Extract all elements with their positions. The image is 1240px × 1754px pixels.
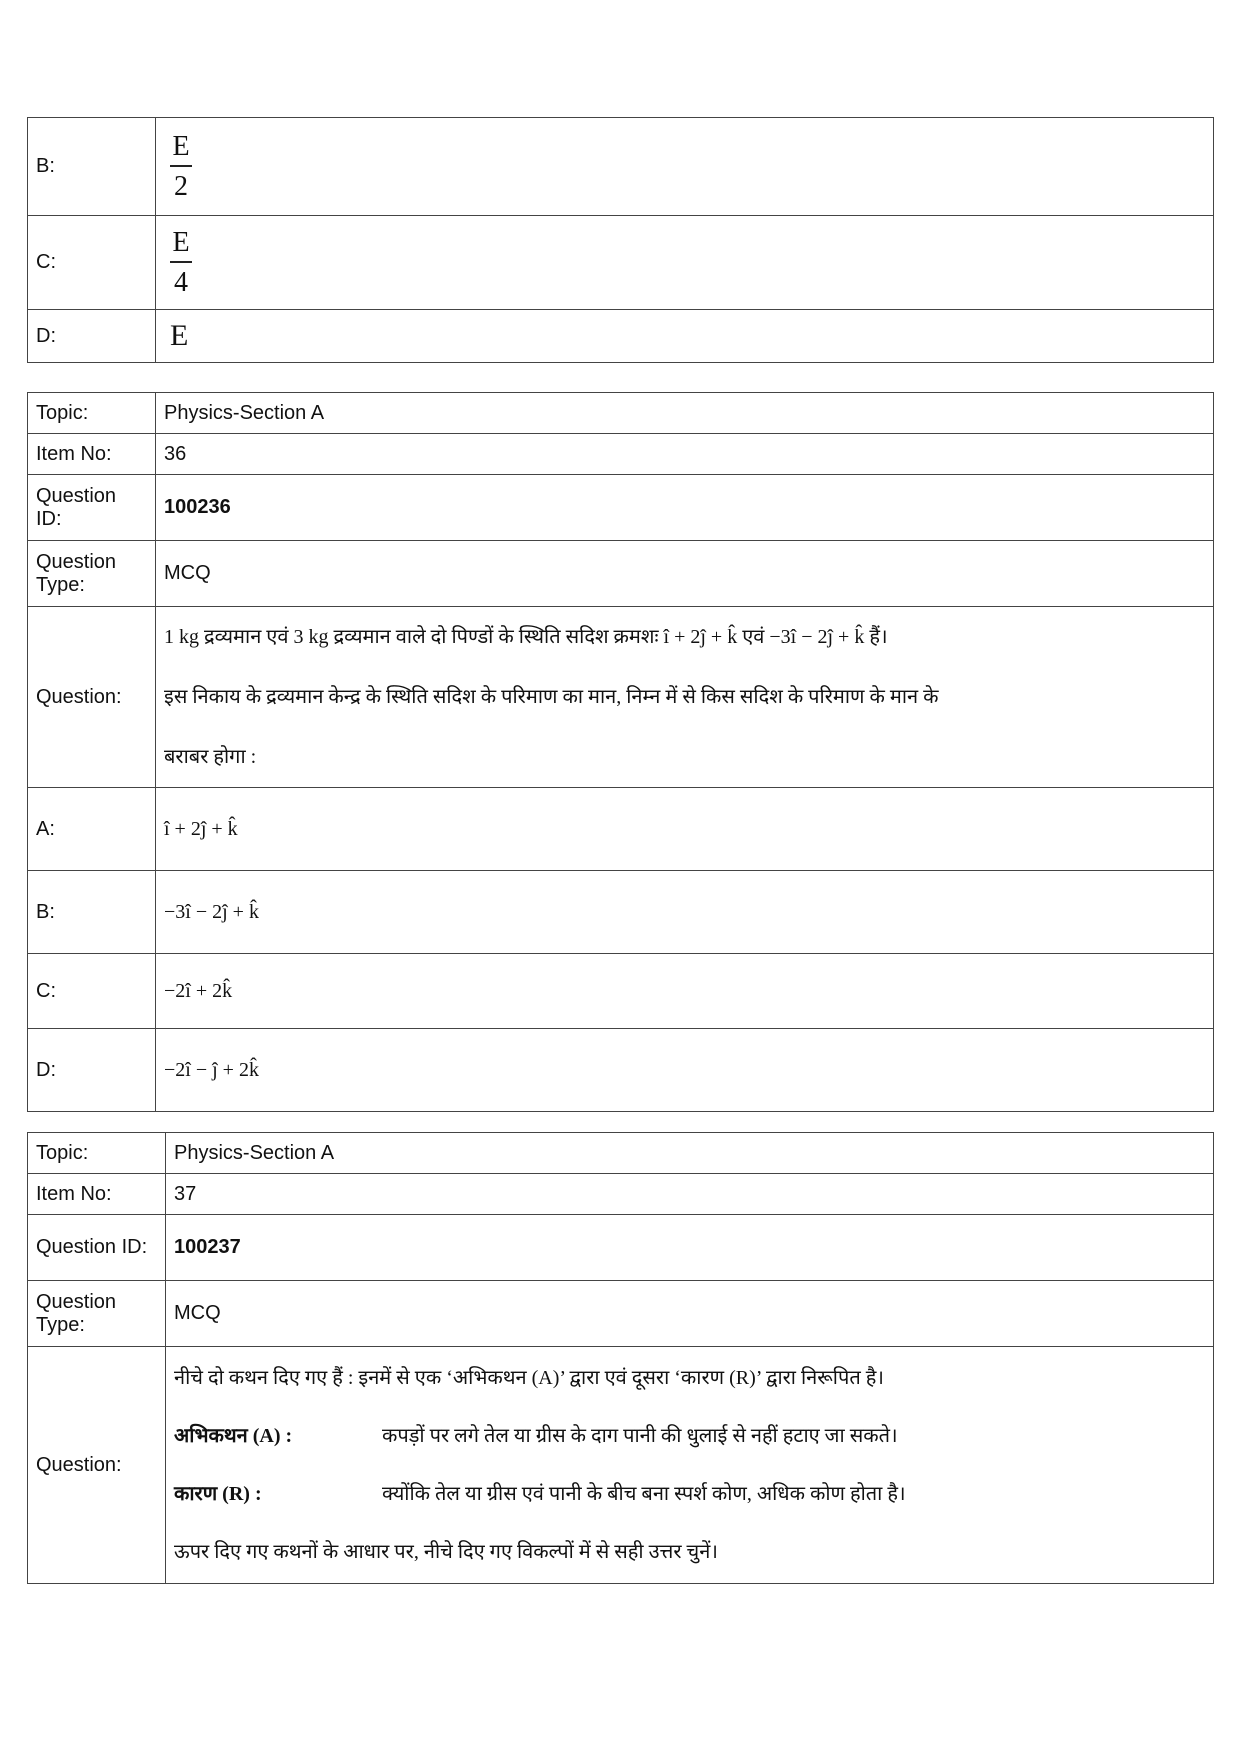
question-id-value — [166, 1215, 1214, 1281]
question-id-value — [156, 475, 1214, 541]
assertion-line — [174, 1407, 1205, 1465]
denominator: 2 — [174, 170, 188, 202]
option-row-d — [28, 310, 1214, 363]
question-type-row — [28, 1281, 1214, 1347]
assertion-key: अभिकथन (A) : — [174, 1425, 293, 1447]
question-id: 100237 — [174, 1236, 241, 1258]
question-id-label: Question ID: — [28, 1215, 166, 1281]
fraction-bar — [170, 261, 192, 263]
option-value — [156, 216, 1214, 310]
question-row — [28, 607, 1214, 788]
assertion-text: कपड़ों पर लगे तेल या ग्रीस के दाग पानी की धुलाई से नहीं हटाए जा सकते। — [382, 1425, 898, 1447]
item-row — [28, 434, 1214, 475]
option-label: B: — [28, 871, 156, 954]
option-row-b — [28, 871, 1214, 954]
question-closing: ऊपर दिए गए कथनों के आधार पर, नीचे दिए गए विकल्पों में से सही उत्तर चुनें। — [174, 1541, 718, 1563]
option-row-c — [28, 954, 1214, 1029]
question-line: 1 kg द्रव्यमान एवं 3 kg द्रव्यमान वाले दो पिण्डों के स्थिति सदिश क्रमशः î + 2ĵ + k̂ एवं −3î − 2ĵ + k̂ हैं। — [164, 626, 888, 648]
item-value: 37 — [166, 1174, 1214, 1215]
question-label: Question: — [28, 1347, 166, 1584]
question-37-table — [27, 1132, 1214, 1584]
option-value: î + 2ĵ + k̂ — [156, 788, 1214, 871]
option-label: A: — [28, 788, 156, 871]
reason-key: कारण (R) : — [174, 1483, 262, 1505]
option-value — [156, 118, 1214, 216]
option-value — [156, 310, 1214, 363]
numerator: E — [172, 226, 190, 258]
question-type-value: MCQ — [166, 1281, 1214, 1347]
fraction — [170, 130, 192, 202]
reason-line — [174, 1465, 1205, 1523]
question-id: 100236 — [164, 496, 231, 518]
fraction-bar — [170, 165, 192, 167]
question-type-row — [28, 541, 1214, 607]
topic-row — [28, 393, 1214, 434]
item-label: Item No: — [28, 1174, 166, 1215]
question-type-value: MCQ — [156, 541, 1214, 607]
question-row — [28, 1347, 1214, 1584]
item-row — [28, 1174, 1214, 1215]
topic-label: Topic: — [28, 1133, 166, 1174]
question-text — [166, 1347, 1214, 1584]
question-label: Question: — [28, 607, 156, 788]
question-36-table — [27, 392, 1214, 1112]
item-value: 36 — [156, 434, 1214, 475]
question-type-label: Question Type: — [28, 1281, 166, 1347]
option-math: E — [170, 319, 189, 352]
option-row-a — [28, 788, 1214, 871]
question-text — [156, 607, 1214, 788]
fraction — [170, 226, 192, 298]
option-row-b — [28, 118, 1214, 216]
option-label: C: — [28, 216, 156, 310]
numerator: E — [172, 130, 190, 162]
option-row-d — [28, 1029, 1214, 1112]
option-row-c — [28, 216, 1214, 310]
option-value: −2î − ĵ + 2k̂ — [156, 1029, 1214, 1112]
denominator: 4 — [174, 266, 188, 298]
question-id-row — [28, 1215, 1214, 1281]
option-value: −2î + 2k̂ — [156, 954, 1214, 1029]
option-label: C: — [28, 954, 156, 1029]
topic-row — [28, 1133, 1214, 1174]
question-35-options-table — [27, 117, 1214, 363]
question-line: इस निकाय के द्रव्यमान केन्द्र के स्थिति सदिश के परिमाण का मान, निम्न में से किस सदिश के परिमाण के मान के — [164, 686, 939, 708]
reason-text: क्योंकि तेल या ग्रीस एवं पानी के बीच बना स्पर्श कोण, अधिक कोण होता है। — [382, 1483, 906, 1505]
option-value: −3î − 2ĵ + k̂ — [156, 871, 1214, 954]
question-id-label: Question ID: — [28, 475, 156, 541]
option-label: B: — [28, 118, 156, 216]
topic-value: Physics-Section A — [166, 1133, 1214, 1174]
topic-label: Topic: — [28, 393, 156, 434]
question-intro: नीचे दो कथन दिए गए हैं : इनमें से एक ‘अभिकथन (A)’ द्वारा एवं दूसरा ‘कारण (R)’ द्वारा निरूपित है। — [174, 1367, 884, 1389]
question-line: बराबर होगा : — [164, 746, 257, 768]
question-type-label: Question Type: — [28, 541, 156, 607]
item-label: Item No: — [28, 434, 156, 475]
option-label: D: — [28, 310, 156, 363]
question-id-row — [28, 475, 1214, 541]
topic-value: Physics-Section A — [156, 393, 1214, 434]
option-label: D: — [28, 1029, 156, 1112]
